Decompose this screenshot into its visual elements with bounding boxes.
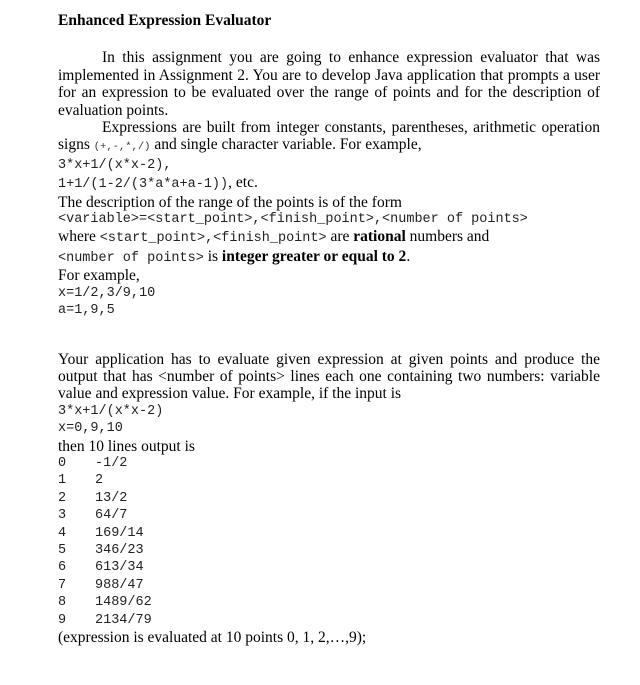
output-variable-value: 6 bbox=[58, 560, 67, 576]
for-example-label: For example, bbox=[58, 267, 140, 285]
expressions-paragraph bbox=[58, 119, 600, 157]
output-paragraph: Your application has to evaluate given expression at given points and produce the output that has <number of points> lines each one containing two numbers: variable value and expression value. For example, if the input is bbox=[58, 350, 600, 403]
range-example-2: a=1,9,5 bbox=[58, 303, 115, 319]
where-line bbox=[58, 228, 600, 247]
example-expression-2-suffix: , etc. bbox=[228, 174, 258, 192]
output-row bbox=[58, 525, 600, 542]
expressions-text-end: and single character variable. For example, bbox=[154, 136, 422, 154]
paragraph-gap-2 bbox=[58, 338, 600, 351]
output-table bbox=[58, 455, 600, 629]
where-word: where bbox=[58, 228, 96, 246]
output-expression-value: 169/14 bbox=[95, 525, 144, 541]
output-expression-value: 346/23 bbox=[95, 542, 144, 558]
document-title: Enhanced Expression Evaluator bbox=[58, 12, 272, 29]
output-row bbox=[58, 490, 600, 507]
output-variable-value: 5 bbox=[58, 542, 67, 558]
output-row bbox=[58, 577, 600, 594]
output-variable-value: 3 bbox=[58, 508, 67, 524]
expressions-text-start: Expressions are built from integer constants, parentheses, arithmetic operation signs bbox=[58, 119, 600, 154]
num-points-period: . bbox=[406, 247, 411, 265]
where-code: <start_point>,<finish_point> bbox=[99, 231, 327, 247]
output-expression-value: -1/2 bbox=[95, 455, 128, 471]
input-range: x=0,9,10 bbox=[58, 421, 123, 437]
output-expression-value: 1489/62 bbox=[95, 595, 152, 611]
range-example-1: x=1/2,3/9,10 bbox=[58, 285, 156, 301]
where-rational: rational bbox=[353, 228, 406, 246]
where-are: are bbox=[330, 228, 350, 246]
output-row bbox=[58, 542, 600, 559]
range-form: <variable>=<start_point>,<finish_point>,<number of points> bbox=[58, 212, 528, 228]
num-points-line bbox=[58, 248, 600, 267]
then-text: then 10 lines output is bbox=[58, 437, 195, 455]
output-variable-value: 9 bbox=[58, 612, 67, 628]
output-expression-value: 2 bbox=[95, 473, 104, 489]
paragraph-gap bbox=[58, 320, 600, 338]
example-expression-2-line bbox=[58, 174, 600, 193]
output-expression-value: 64/7 bbox=[95, 508, 128, 524]
document-page bbox=[58, 12, 600, 646]
output-expression-value: 2134/79 bbox=[95, 612, 152, 628]
output-variable-value: 0 bbox=[58, 455, 67, 471]
output-row bbox=[58, 507, 600, 524]
num-points-bold: integer greater or equal to 2 bbox=[221, 247, 407, 265]
num-points-code: <number of points> bbox=[58, 250, 204, 266]
range-description: The description of the range of the points is of the form bbox=[58, 193, 402, 211]
output-row bbox=[58, 594, 600, 611]
intro-paragraph: In this assignment you are going to enhance expression evaluator that was implemented in Assignment 2. You are to develop Java application that prompts a user for an expression to be evaluated over the range of points and for the description of evaluation points. bbox=[58, 49, 600, 119]
output-expression-value: 13/2 bbox=[95, 490, 128, 506]
example-expression-1: 3*x+1/(x*x-2), bbox=[58, 157, 172, 173]
output-variable-value: 1 bbox=[58, 473, 67, 489]
closing-text: (expression is evaluated at 10 points 0, 1, 2,…,9); bbox=[58, 629, 367, 646]
output-expression-value: 613/34 bbox=[95, 560, 144, 576]
output-row bbox=[58, 559, 600, 576]
output-row bbox=[58, 472, 600, 489]
output-row bbox=[58, 612, 600, 629]
output-variable-value: 4 bbox=[58, 525, 67, 541]
operation-signs: (+,-,*,/) bbox=[93, 141, 151, 154]
where-numbers: numbers and bbox=[409, 228, 490, 246]
output-row bbox=[58, 455, 600, 472]
example-expression-2: 1+1/(1-2/(3*a*a+a-1)) bbox=[58, 177, 229, 193]
output-variable-value: 7 bbox=[58, 577, 67, 593]
input-expression: 3*x+1/(x*x-2) bbox=[58, 403, 164, 419]
output-variable-value: 2 bbox=[58, 490, 67, 506]
output-variable-value: 8 bbox=[58, 595, 67, 611]
num-points-is: is bbox=[207, 247, 219, 265]
output-expression-value: 988/47 bbox=[95, 577, 144, 593]
